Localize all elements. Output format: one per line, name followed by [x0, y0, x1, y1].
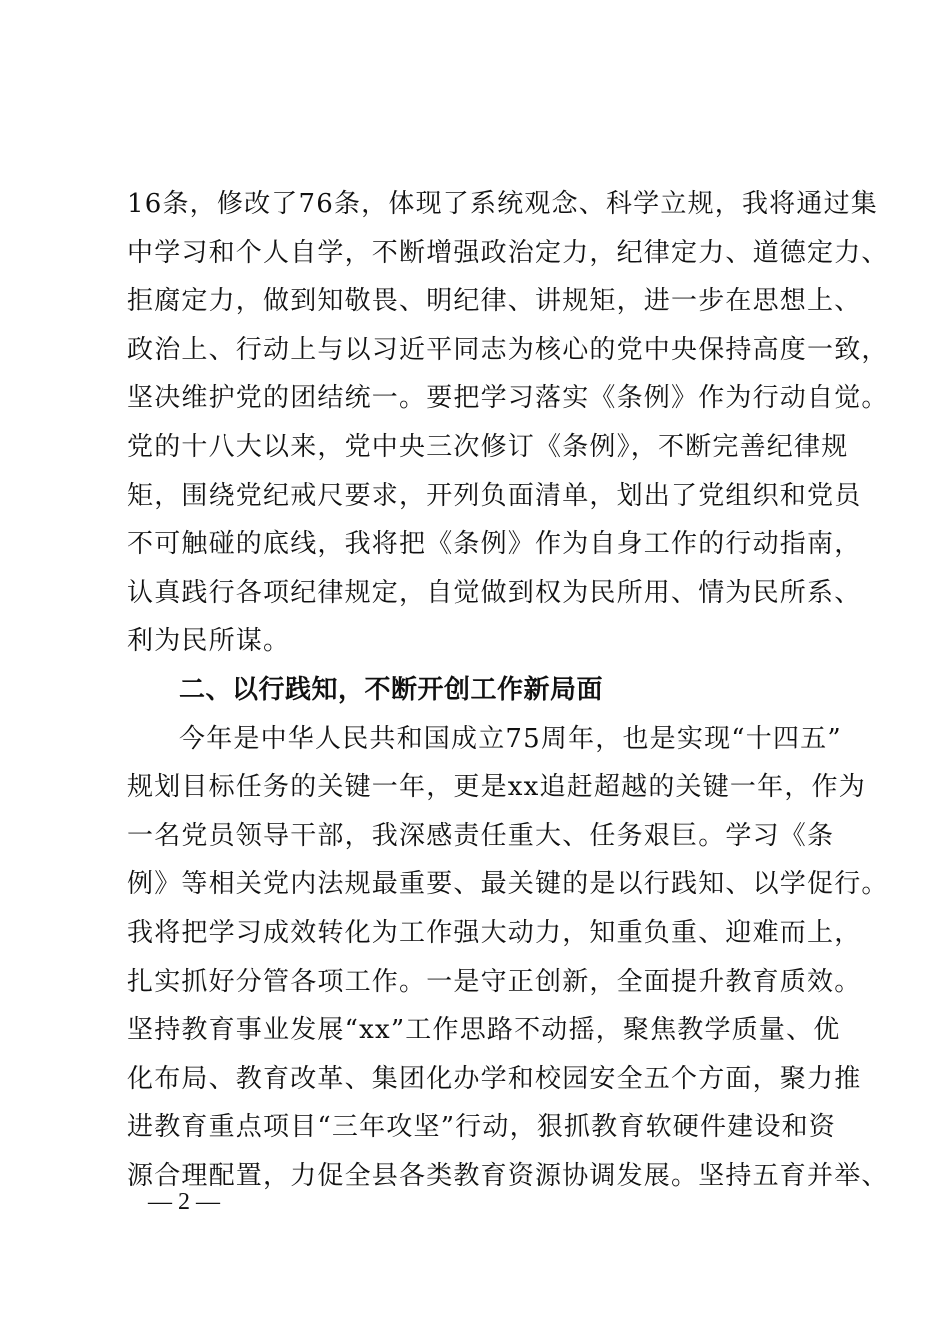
text-line: 规划目标任务的关键一年，更是xx追赶超越的关键一年，作为	[127, 772, 866, 803]
text-line: 坚决维护党的团结统一。要把学习落实《条例》作为行动自觉。	[127, 383, 889, 414]
text-line: 例》等相关党内法规最重要、最关键的是以行践知、以学促行。	[127, 869, 889, 900]
text-line: 中学习和个人自学，不断增强政治定力，纪律定力、道德定力、	[127, 237, 889, 268]
text-line: 党的十八大以来，党中央三次修订《条例》，不断完善纪律规	[127, 431, 849, 462]
text-line: 我将把学习成效转化为工作强大动力，知重负重、迎难而上，	[127, 917, 862, 948]
text-line: 不可触碰的底线，我将把《条例》作为自身工作的行动指南，	[127, 529, 862, 560]
text-line: 矩，围绕党纪戒尺要求，开列负面清单，划出了党组织和党员	[127, 480, 862, 511]
text-line: 源合理配置，力促全县各类教育资源协调发展。坚持五育并举、	[127, 1160, 889, 1191]
text-line: 利为民所谋。	[127, 626, 291, 657]
section-heading: 二、以行践知，不断开创工作新局面	[179, 674, 604, 705]
text-line: 拒腐定力，做到知敬畏、明纪律、讲规矩，进一步在思想上、	[127, 286, 862, 317]
text-line: 一名党员领导干部，我深感责任重大、任务艰巨。学习《条	[127, 820, 835, 851]
text-line: 坚持教育事业发展“xx”工作思路不动摇，聚焦教学质量、优	[127, 1015, 841, 1046]
document-body	[127, 180, 889, 1200]
text-line: 扎实抓好分管各项工作。一是守正创新，全面提升教育质效。	[127, 966, 862, 997]
text-line: 进教育重点项目“三年攻坚”行动，狠抓教育软硬件建设和资	[127, 1112, 836, 1143]
text-line: 认真践行各项纪律规定，自觉做到权为民所用、情为民所系、	[127, 577, 862, 608]
text-line: 化布局、教育改革、集团化办学和校园安全五个方面，聚力推	[127, 1063, 862, 1094]
text-line: 今年是中华人民共和国成立75周年，也是实现“十四五”	[179, 723, 842, 754]
text-line: 16条，修改了76条，体现了系统观念、科学立规，我将通过集	[127, 189, 878, 219]
text-line: 政治上、行动上与以习近平同志为核心的党中央保持高度一致，	[127, 334, 889, 365]
page-number: — 2 —	[148, 1189, 220, 1215]
